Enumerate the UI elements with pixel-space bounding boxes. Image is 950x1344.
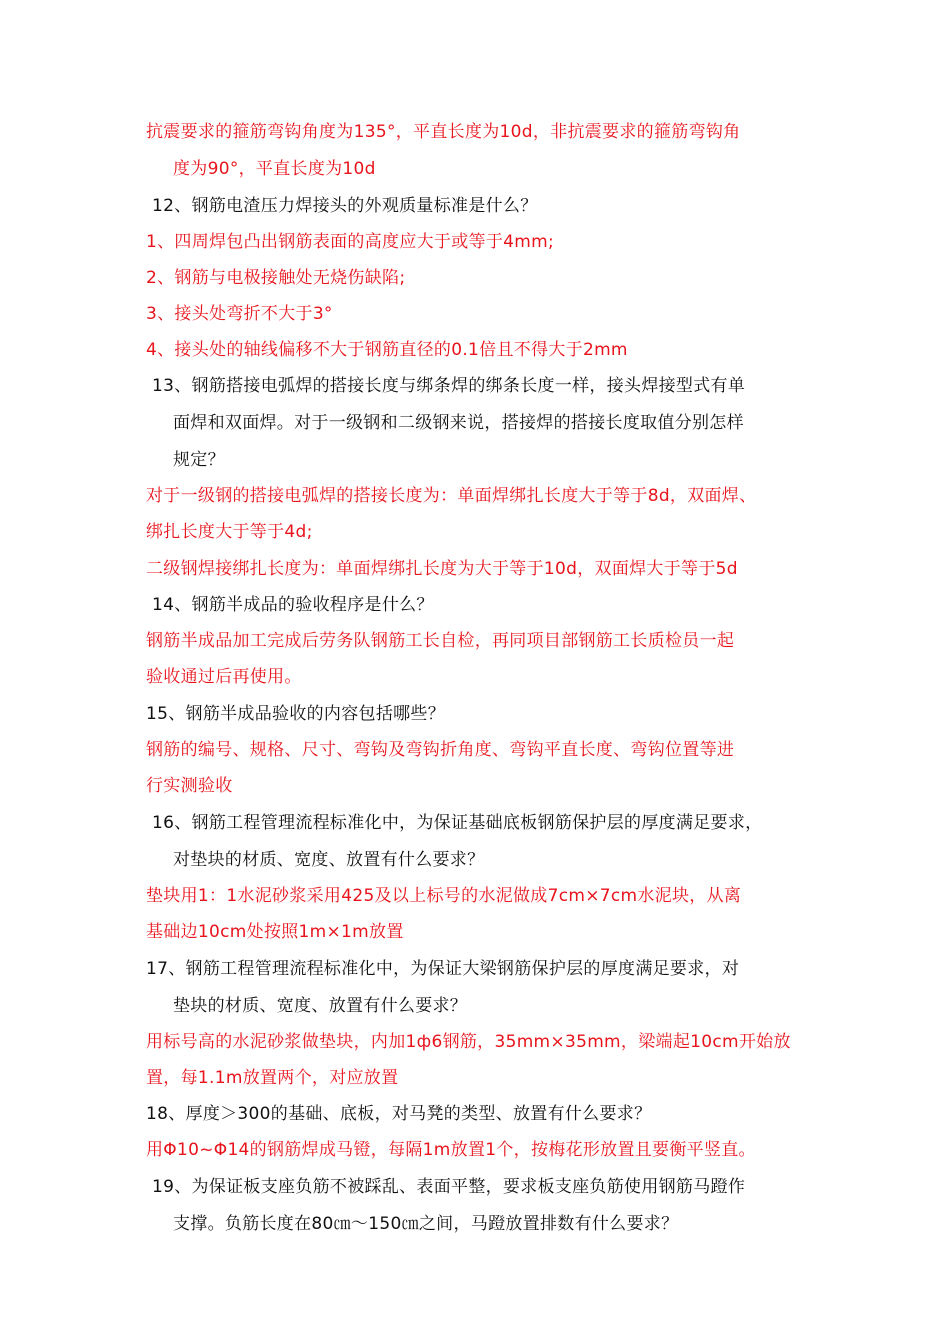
answer-line: 用标号高的水泥砂浆做垫块，内加1ф6钢筋，35mm×35mm，梁端起10cm开始放: [146, 1032, 791, 1052]
question-line: 18、厚度＞300的基础、底板，对马凳的类型、放置有什么要求？: [146, 1104, 652, 1124]
answer-line: 对于一级钢的搭接电弧焊的搭接长度为：单面焊绑扎长度大于等于8d，双面焊、: [146, 486, 757, 506]
answer-line: 钢筋半成品加工完成后劳务队钢筋工长自检，再同项目部钢筋工长质检员一起: [146, 631, 735, 651]
answer-line: 垫块用1：1水泥砂浆采用425及以上标号的水泥做成7cm×7cm水泥块，从离: [146, 886, 742, 906]
answer-line: 验收通过后再使用。: [146, 667, 302, 687]
question-line: 垫块的材质、宽度、放置有什么要求？: [173, 996, 468, 1016]
answer-line: 置，每1.1m放置两个，对应放置: [146, 1068, 399, 1088]
question-line: 面焊和双面焊。对于一级钢和二级钢来说，搭接焊的搭接长度取值分别怎样: [173, 413, 744, 433]
question-line: 规定？: [173, 450, 225, 470]
answer-line: 4、接头处的轴线偏移不大于钢筋直径的0.1倍且不得大于2mm: [146, 340, 628, 360]
answer-line: 用Φ10~Φ14的钢筋焊成马镫，每隔1m放置1个，按梅花形放置且要衡平竖直。: [146, 1140, 756, 1160]
question-line: 13、钢筋搭接电弧焊的搭接长度与绑条焊的绑条长度一样，接头焊接型式有单: [152, 376, 746, 396]
answer-line: 基础边10cm处按照1m×1m放置: [146, 922, 404, 942]
question-line: 14、钢筋半成品的验收程序是什么？: [152, 595, 434, 615]
answer-line: 钢筋的编号、规格、尺寸、弯钩及弯钩折角度、弯钩平直长度、弯钩位置等进: [146, 740, 735, 760]
answer-line: 行实测验收: [146, 776, 233, 796]
answer-line: 3、接头处弯折不大于3°: [146, 304, 333, 324]
answer-line: 二级钢焊接绑扎长度为：单面焊绑扎长度为大于等于10d，双面焊大于等于5d: [146, 559, 738, 579]
answer-line: 抗震要求的箍筋弯钩角度为135°，平直长度为10d，非抗震要求的箍筋弯钩角: [146, 122, 741, 142]
question-line: 12、钢筋电渣压力焊接头的外观质量标准是什么？: [152, 196, 538, 216]
question-line: 17、钢筋工程管理流程标准化中，为保证大梁钢筋保护层的厚度满足要求，对: [146, 959, 740, 979]
question-line: 支撑。负筋长度在80㎝～150㎝之间，马蹬放置排数有什么要求？: [173, 1214, 679, 1234]
question-line: 16、钢筋工程管理流程标准化中，为保证基础底板钢筋保护层的厚度满足要求，: [152, 813, 763, 833]
answer-line: 1、四周焊包凸出钢筋表面的高度应大于或等于4mm;: [146, 232, 554, 252]
question-line: 对垫块的材质、宽度、放置有什么要求？: [173, 850, 485, 870]
question-line: 19、为保证板支座负筋不被踩乱、表面平整，要求板支座负筋使用钢筋马蹬作: [152, 1177, 746, 1197]
answer-line: 2、钢筋与电极接触处无烧伤缺陷;: [146, 268, 406, 288]
question-line: 15、钢筋半成品验收的内容包括哪些？: [146, 704, 446, 724]
answer-line: 绑扎长度大于等于4d;: [146, 522, 313, 542]
answer-line: 度为90°，平直长度为10d: [173, 159, 376, 179]
